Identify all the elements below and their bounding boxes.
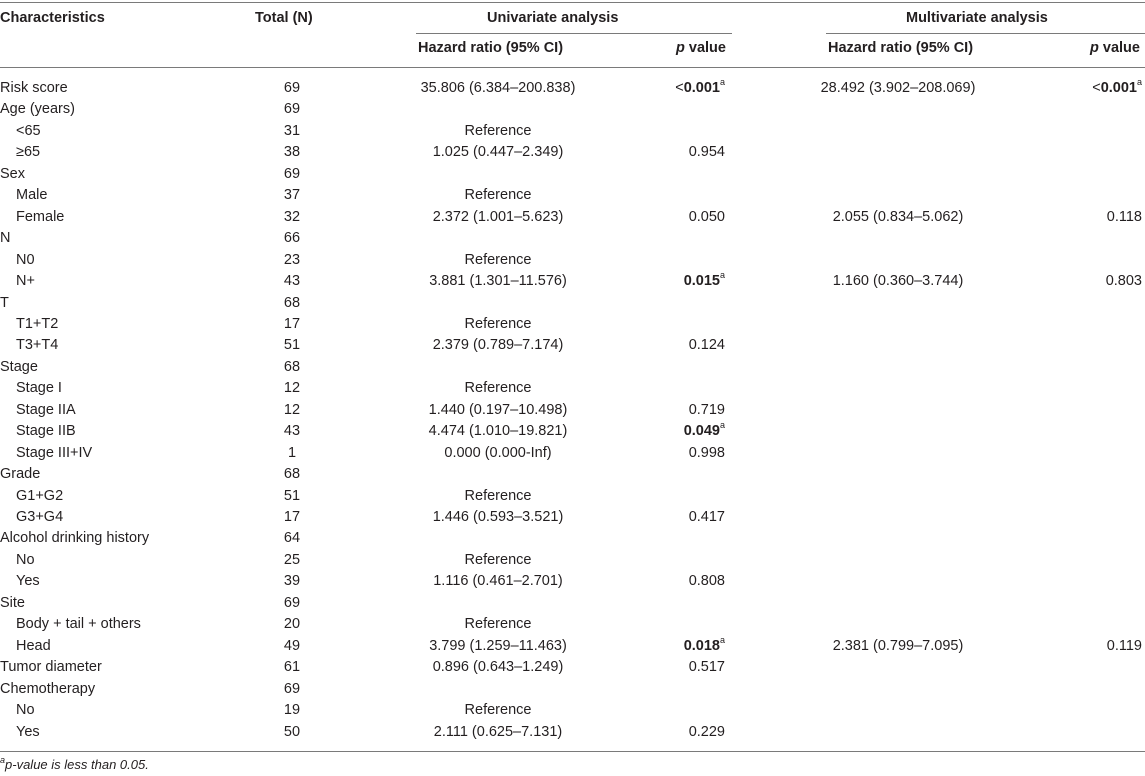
total-n: 1: [287, 444, 297, 461]
multivariate-hazard-ratio: 1.160 (0.360–3.744): [832, 273, 964, 290]
multivariate-p-value: [1040, 638, 1142, 654]
univariate-hazard-ratio: Reference: [464, 122, 532, 139]
footnote: [0, 754, 149, 772]
header-univariate-hazard-ratio: Hazard ratio (95% CI): [418, 40, 564, 56]
total-n: 66: [283, 230, 301, 247]
total-n: 38: [283, 144, 301, 161]
multivariate-p-value: [1040, 209, 1142, 225]
p-value-number: 0.517: [688, 659, 725, 676]
total-n: 20: [283, 616, 301, 633]
multivariate-hazard-ratio: 2.381 (0.799–7.095): [832, 637, 964, 654]
table-row: [0, 485, 1145, 507]
table-row: [0, 570, 1145, 592]
univariate-hazard-ratio: Reference: [464, 380, 532, 397]
total-n: 23: [283, 251, 301, 268]
p-value-number: 0.954: [688, 144, 725, 161]
univariate-p-value: [650, 144, 725, 160]
characteristic-label: Yes: [16, 723, 40, 740]
characteristic-label: Body + tail + others: [16, 616, 141, 633]
characteristic-label: Female: [16, 208, 65, 225]
table-row: [0, 592, 1145, 614]
characteristic-label: G3+G4: [16, 509, 64, 525]
table-row: [0, 77, 1145, 99]
total-n: 12: [283, 380, 301, 397]
p-value-number: 0.808: [688, 573, 725, 590]
univariate-hazard-ratio: 2.111 (0.625–7.131): [433, 723, 563, 740]
header-bottom-rule: [0, 67, 1145, 68]
characteristic-label: Stage I: [16, 380, 62, 397]
univariate-hazard-ratio: Reference: [464, 616, 532, 633]
footnote-marker: a: [0, 754, 6, 765]
table-row: [0, 549, 1145, 571]
characteristic-label: Grade: [0, 466, 41, 483]
univariate-hazard-ratio: 2.379 (0.789–7.174): [432, 337, 564, 354]
univariate-p-value: [650, 402, 725, 418]
p-value-word: value: [684, 40, 726, 56]
table-row: [0, 656, 1145, 678]
univariate-hazard-ratio: 0.896 (0.643–1.249): [432, 659, 564, 676]
table-row: [0, 420, 1145, 442]
table-row: [0, 184, 1145, 206]
table-row: [0, 206, 1145, 228]
table-row: [0, 506, 1145, 528]
univariate-p-value: [650, 420, 725, 440]
univariate-p-value: [650, 634, 725, 654]
characteristic-label: No: [16, 702, 35, 719]
univariate-hazard-ratio: 0.000 (0.000-Inf): [444, 444, 552, 461]
total-n: 50: [283, 723, 301, 740]
header-total: Total (N): [255, 10, 313, 26]
multivariate-p-value: [1040, 77, 1142, 96]
p-letter: p: [676, 40, 685, 56]
p-value-number: 0.417: [688, 509, 725, 525]
top-rule: [0, 2, 1145, 3]
univariate-p-value: [650, 270, 725, 290]
total-n: 12: [283, 401, 301, 418]
characteristic-label: Chemotherapy: [0, 680, 96, 697]
p-value-prefix: <: [675, 80, 684, 96]
total-n: 68: [283, 358, 301, 375]
total-n: 68: [283, 466, 301, 483]
table-row: [0, 120, 1145, 142]
univariate-hazard-ratio: Reference: [464, 702, 532, 719]
univariate-p-value: [650, 573, 725, 589]
table-row: [0, 399, 1145, 421]
p-letter: p: [1090, 40, 1099, 56]
total-n: 69: [283, 165, 301, 182]
p-value-number: 0.049: [683, 423, 720, 440]
univariate-hazard-ratio: Reference: [464, 487, 532, 504]
total-n: 19: [283, 702, 301, 719]
p-value-number: 0.229: [688, 723, 725, 740]
univariate-hazard-ratio: 4.474 (1.010–19.821): [428, 423, 568, 440]
characteristic-label: Yes: [16, 573, 40, 590]
univariate-hazard-ratio: 1.025 (0.447–2.349): [432, 144, 564, 161]
table-row: [0, 527, 1145, 549]
header-multivariate: Multivariate analysis: [906, 10, 1048, 26]
characteristic-label: Risk score: [0, 80, 68, 96]
p-value-number: 0.118: [1106, 208, 1142, 225]
table-row: [0, 98, 1145, 120]
total-n: 39: [283, 573, 301, 590]
table-row: [0, 313, 1145, 335]
significance-marker: a: [719, 634, 725, 645]
total-n: 31: [283, 122, 301, 139]
p-value-number: 0.015: [683, 273, 720, 290]
univariate-hazard-ratio: 2.372 (1.001–5.623): [432, 208, 564, 225]
characteristic-label: <65: [16, 122, 41, 139]
univariate-hazard-ratio: Reference: [464, 315, 532, 332]
characteristic-label: T: [0, 294, 9, 311]
multivariate-underline: [826, 33, 1145, 34]
table-row: [0, 463, 1145, 485]
univariate-hazard-ratio: Reference: [464, 251, 532, 268]
significance-marker: a: [719, 77, 725, 88]
univariate-p-value: [650, 209, 725, 225]
p-value-word: value: [1098, 40, 1140, 56]
header-multivariate-p-value: [1090, 40, 1140, 56]
univariate-p-value: [650, 659, 725, 675]
total-n: 32: [283, 208, 301, 225]
table-row: [0, 334, 1145, 356]
univariate-p-value: [650, 509, 725, 525]
table-row: [0, 721, 1145, 743]
total-n: 51: [283, 487, 301, 504]
header-characteristics: Characteristics: [0, 10, 105, 26]
total-n: 17: [283, 315, 301, 332]
univariate-hazard-ratio: Reference: [464, 187, 532, 204]
univariate-p-value: [650, 77, 725, 96]
characteristic-label: T3+T4: [16, 337, 59, 354]
characteristic-label: T1+T2: [16, 315, 59, 332]
p-value-prefix: <: [1092, 80, 1101, 96]
p-value-number: 0.001: [1100, 80, 1137, 96]
total-n: 64: [283, 530, 301, 547]
multivariate-hazard-ratio: 2.055 (0.834–5.062): [832, 208, 964, 225]
total-n: 25: [283, 551, 301, 568]
characteristic-label: ≥65: [16, 144, 41, 161]
table-row: [0, 377, 1145, 399]
table-row: [0, 613, 1145, 635]
total-n: 61: [283, 659, 301, 676]
total-n: 49: [283, 637, 301, 654]
p-value-number: 0.119: [1106, 637, 1142, 654]
header-univariate-p-value: [676, 40, 726, 56]
p-value-number: 0.719: [688, 401, 725, 418]
univariate-underline: [416, 33, 732, 34]
header-univariate: Univariate analysis: [487, 10, 619, 26]
characteristic-label: No: [16, 551, 35, 568]
characteristic-label: G1+G2: [16, 487, 64, 504]
characteristic-label: Alcohol drinking history: [0, 530, 150, 547]
univariate-hazard-ratio: 1.116 (0.461–2.701): [433, 573, 563, 590]
univariate-hazard-ratio: 3.881 (1.301–11.576): [429, 273, 567, 290]
table-row: [0, 356, 1145, 378]
significance-marker: a: [719, 420, 725, 431]
characteristic-label: Stage IIB: [16, 423, 76, 440]
footnote-text: p-value is less than 0.05.: [5, 757, 149, 772]
table-row: [0, 635, 1145, 657]
univariate-p-value: [650, 445, 725, 461]
total-n: 17: [283, 509, 301, 525]
p-value-number: 0.050: [688, 208, 725, 225]
p-value-number: 0.998: [688, 444, 725, 461]
multivariate-p-value: [1040, 273, 1142, 289]
p-value-number: 0.124: [688, 337, 725, 354]
characteristic-label: Stage III+IV: [16, 444, 93, 461]
univariate-hazard-ratio: 1.446 (0.593–3.521): [432, 509, 564, 525]
total-n: 69: [283, 594, 301, 611]
characteristic-label: Site: [0, 594, 25, 611]
characteristic-label: Male: [16, 187, 48, 204]
table-row: [0, 227, 1145, 249]
table-row: [0, 442, 1145, 464]
characteristic-label: Sex: [0, 165, 25, 182]
univariate-hazard-ratio: Reference: [464, 551, 532, 568]
characteristic-label: Age (years): [0, 101, 75, 118]
characteristic-label: Stage: [0, 358, 38, 375]
multivariate-hazard-ratio: 28.492 (3.902–208.069): [820, 80, 976, 96]
univariate-hazard-ratio: 35.806 (6.384–200.838): [420, 80, 576, 96]
total-n: 69: [283, 680, 301, 697]
total-n: 69: [283, 101, 301, 118]
characteristic-label: N+: [16, 273, 35, 290]
header-multivariate-hazard-ratio: Hazard ratio (95% CI): [828, 40, 974, 56]
characteristic-label: Stage IIA: [16, 401, 76, 418]
table-row: [0, 699, 1145, 721]
total-n: 68: [283, 294, 301, 311]
characteristic-label: Tumor diameter: [0, 659, 102, 676]
univariate-hazard-ratio: 3.799 (1.259–11.463): [429, 637, 567, 654]
total-n: 69: [283, 80, 301, 96]
significance-marker: a: [719, 270, 725, 281]
p-value-number: 0.001: [683, 80, 720, 96]
univariate-p-value: [650, 724, 725, 740]
table-row: [0, 270, 1145, 292]
significance-marker: a: [1136, 77, 1142, 88]
table-row: [0, 163, 1145, 185]
characteristic-label: N: [0, 230, 11, 247]
table-row: [0, 141, 1145, 163]
univariate-hazard-ratio: 1.440 (0.197–10.498): [428, 401, 568, 418]
table-row: [0, 678, 1145, 700]
total-n: 43: [283, 273, 301, 290]
univariate-p-value: [650, 337, 725, 353]
p-value-number: 0.803: [1105, 273, 1142, 290]
total-n: 43: [283, 423, 301, 440]
bottom-rule: [0, 751, 1145, 752]
characteristic-label: N0: [16, 251, 35, 268]
p-value-number: 0.018: [683, 637, 720, 654]
total-n: 51: [283, 337, 301, 354]
characteristic-label: Head: [16, 637, 51, 654]
table-row: [0, 292, 1145, 314]
total-n: 37: [283, 187, 301, 204]
table-row: [0, 249, 1145, 271]
